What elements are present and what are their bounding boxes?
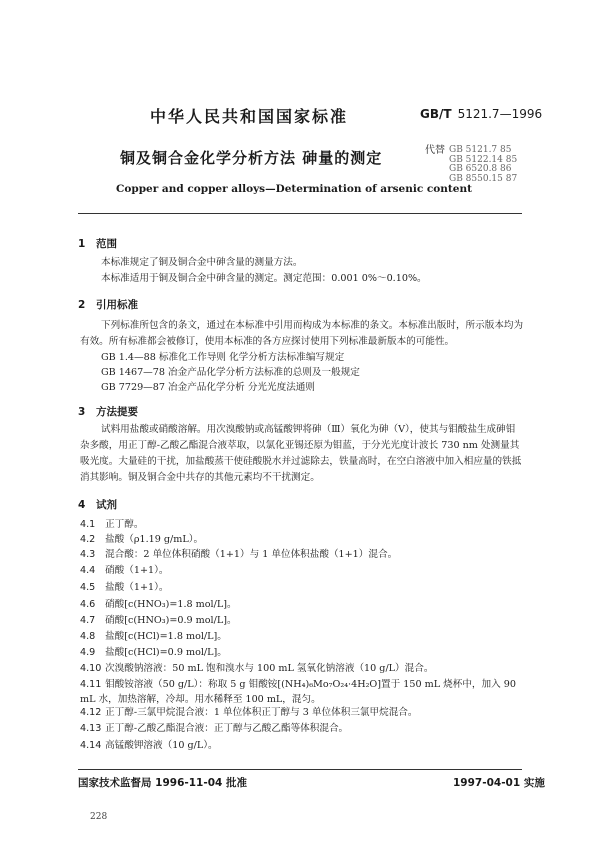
reagent-item: 4.12 正丁醇-三氯甲烷混合液：1 单位体积正丁醇与 3 单位体积三氯甲烷混合。	[80, 707, 418, 718]
reagent-item: 4.5 盐酸（1+1）。	[80, 582, 169, 593]
reagent-item: 4.1 正丁醇。	[80, 519, 144, 530]
reagent-item: 4.11 钼酸铵溶液（50 g/L）：称取 5 g 钼酸铵[(NH₄)₆Mo₇O₂₄·4H₂O]置于 150 mL 烧杯中，加入 90 mL 水，加热溶解，冷却。用水稀释至 100 mL，混匀。	[80, 679, 516, 705]
reagent-item: 4.10 次溴酸钠溶液：50 mL 饱和溴水与 100 mL 氢氧化钠溶液（10 g/L）混合。	[80, 663, 434, 674]
scope-line: 本标准规定了铜及铜合金中砷含量的测量方法。	[101, 257, 303, 268]
references-paragraph: 下列标准所包含的条文，通过在本标准中引用而构成为本标准的条文。本标准出版时，所示版本均为有效。所有标准都会被修订，使用本标准的各方应探讨使用下列标准最新版本的可能性。	[80, 320, 524, 347]
standard-code: 5121.7—1996	[457, 107, 543, 121]
reagent-item: 4.2 盐酸（ρ1.19 g/mL）。	[80, 534, 204, 545]
reagent-item: 4.6 硝酸[c(HNO₃)=1.8 mol/L]。	[80, 599, 237, 610]
replaced-standard: GB 5122.14 85	[449, 154, 518, 165]
header-divider	[78, 213, 522, 214]
scope-line: 本标准适用于铜及铜合金中砷含量的测定。测定范围：0.001 0%～0.10%。	[101, 273, 427, 284]
section-heading-reagents: 4 试剂	[78, 499, 117, 511]
footer-divider	[78, 769, 522, 770]
section-heading-method: 3 方法提要	[78, 406, 138, 418]
reagent-item: 4.3 混合酸：2 单位体积硝酸（1+1）与 1 单位体积盐酸（1+1）混合。	[80, 549, 398, 560]
approval-date: 国家技术监督局 1996-11-04 批准	[78, 777, 247, 789]
standard-prefix: GB/T	[420, 107, 452, 121]
reagent-item: 4.14 高锰酸钾溶液（10 g/L）。	[80, 740, 218, 751]
section-heading-scope: 1 范围	[78, 238, 117, 250]
replaced-standard: GB 6520.8 86	[449, 164, 512, 174]
reference-item: GB 1.4—88 标准化工作导则 化学分析方法标准编写规定	[101, 352, 345, 363]
english-title: Copper and copper alloys—Determination of arsenic content	[116, 183, 472, 195]
issuing-organization: 中华人民共和国国家标准	[150, 107, 349, 126]
replaced-standard: GB 8550.15 87	[449, 173, 518, 184]
implementation-date: 1997-04-01 实施	[453, 777, 545, 789]
reagent-item: 4.4 硝酸（1+1）。	[80, 565, 169, 576]
reagent-item: 4.13 正丁醇-乙酸乙酯混合液：正丁醇与乙酸乙酯等体积混合。	[80, 723, 349, 734]
replaces-block	[425, 146, 517, 184]
method-paragraph: 试料用盐酸或硝酸溶解。用次溴酸钠或高锰酸钾将砷（Ⅲ）氧化为砷（Ⅴ），使其与钼酸盐生成砷钼杂多酸，用正丁醇-乙酸乙酯混合液萃取，以氯化亚锡还原为钼蓝，于分光光度计波长 730 nm 处测量其吸光度。大量硅的干扰，加盐酸蒸干使硅酸脱水并过滤除去，铁量高时，在空白溶液中加入相应量的铁抵消其影响。铜及铜合金中共存的其他元素均不干扰测定。	[80, 424, 522, 483]
reference-item: GB 7729—87 冶金产品化学分析 分光光度法通则	[101, 382, 315, 393]
replaced-standard: GB 5121.7 85	[449, 145, 512, 155]
document-title: 铜及铜合金化学分析方法 砷量的测定	[120, 149, 383, 167]
reference-item: GB 1467—78 冶金产品化学分析方法标准的总则及一般规定	[101, 367, 360, 378]
page-number: 228	[90, 812, 108, 822]
reagent-item: 4.9 盐酸[c(HCl)=0.9 mol/L]。	[80, 647, 227, 658]
replaces-label: 代替	[425, 145, 445, 156]
reagent-item: 4.7 硝酸[c(HNO₃)=0.9 mol/L]。	[80, 615, 237, 626]
section-heading-references: 2 引用标准	[78, 299, 138, 311]
standard-number	[420, 107, 542, 121]
reagent-item: 4.8 盐酸[c(HCl)=1.8 mol/L]。	[80, 631, 227, 642]
